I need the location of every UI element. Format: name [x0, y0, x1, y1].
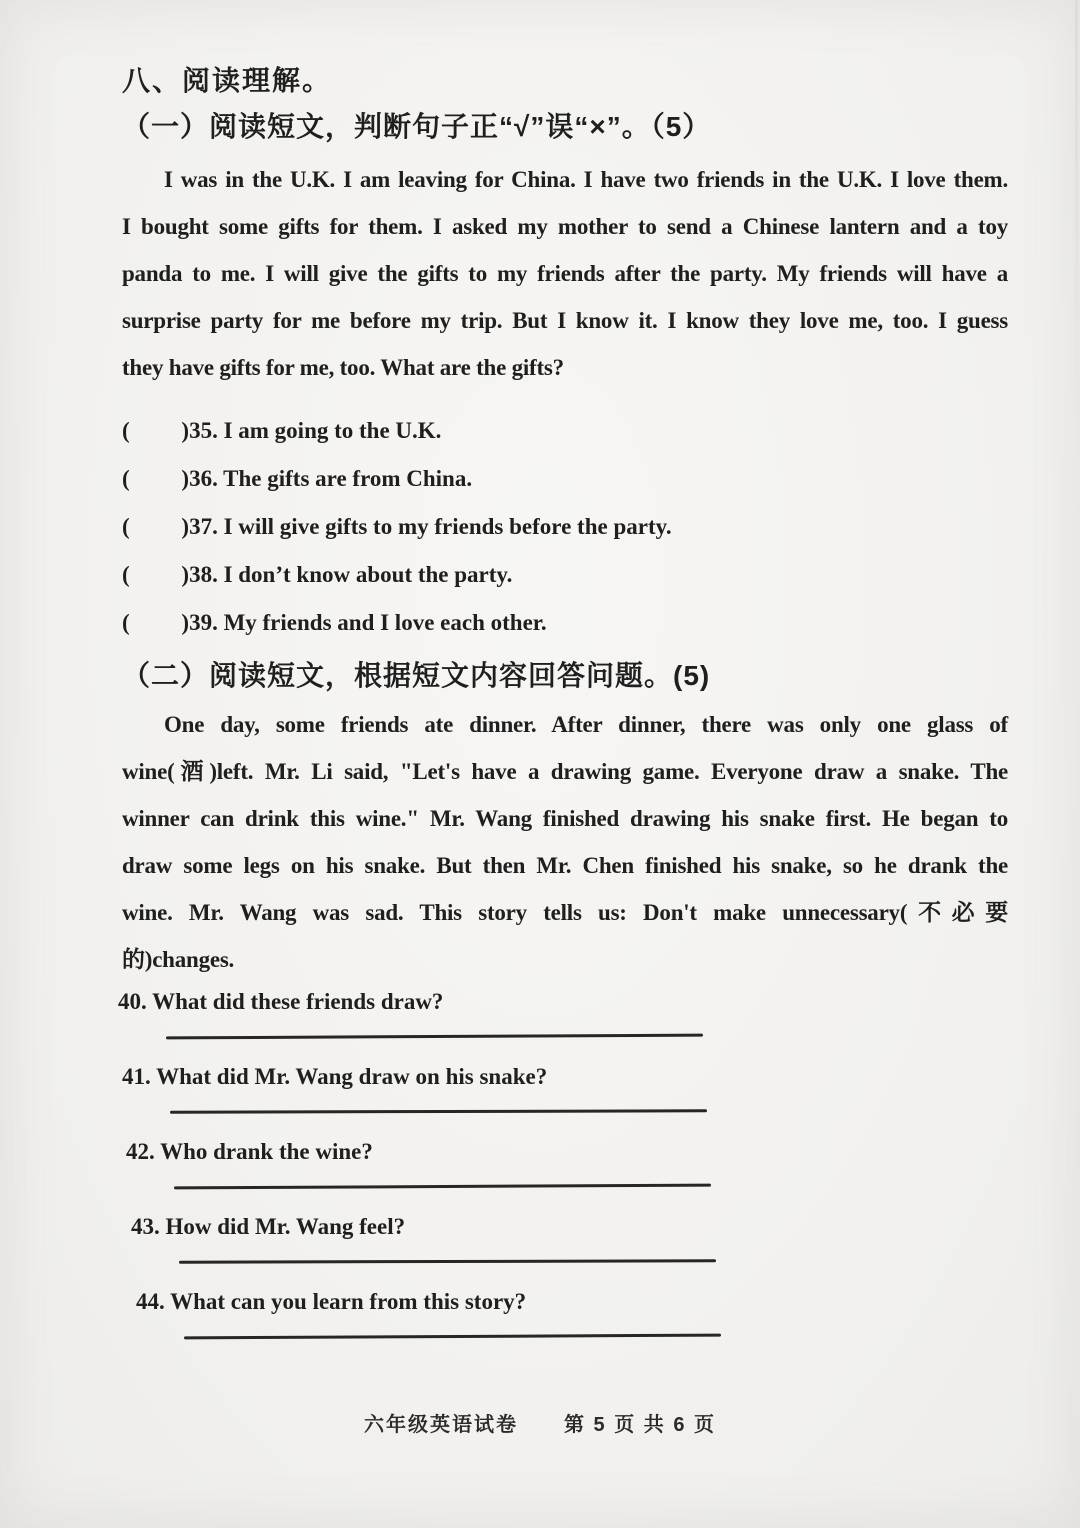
question-41-block: [122, 1060, 1008, 1113]
passage-1-line: I bought some gifts for them. I asked my mother to send a Chinese lantern and a toy: [122, 214, 1008, 239]
passage-1: [122, 156, 1008, 391]
passage-1-line: surprise party for me before my trip. But I know it. I know they love me, too. I guess: [122, 308, 1008, 333]
tf-question-39: ( )39. My friends and I love each other.: [122, 610, 547, 635]
page-number: 第 5 页 共 6 页: [563, 1414, 717, 1436]
question-44: 44. What can you learn from this story?: [136, 1289, 527, 1314]
passage-2-line: winner can drink this wine." Mr. Wang finished drawing his snake first. He began to: [122, 806, 1008, 831]
passage-2: [122, 701, 1008, 983]
passage-2-line: draw some legs on his snake. But then Mr. Chen finished his snake, so he drank the: [122, 853, 1008, 878]
question-42-block: [126, 1135, 1008, 1188]
doc-title: 六年级英语试卷: [363, 1414, 518, 1436]
open-questions: [118, 985, 1008, 1338]
passage-1-line: they have gifts for me, too. What are the gifts?: [122, 355, 564, 380]
question-42: 42. Who drank the wine?: [126, 1139, 373, 1164]
passage-1-line: I was in the U.K. I am leaving for China. I have two friends in the U.K. I love them.: [164, 167, 1008, 192]
passage-1-line: panda to me. I will give the gifts to my friends after the party. My friends will have a: [122, 261, 1008, 286]
answer-line: [166, 1034, 703, 1040]
section-title: 八、阅读理解。: [121, 64, 333, 97]
page-footer: [0, 1408, 1080, 1437]
question-44-block: [136, 1285, 1008, 1338]
answer-line: [179, 1259, 716, 1263]
question-40: 40. What did these friends draw?: [118, 989, 444, 1014]
passage-2-line: wine(酒)left. Mr. Li said, "Let's have a drawing game. Everyone draw a snake. The: [122, 759, 1008, 784]
tf-question-36: ( )36. The gifts are from China.: [122, 466, 473, 491]
answer-line: [170, 1109, 707, 1113]
true-false-questions: [122, 407, 1008, 647]
passage-2-line: One day, some friends ate dinner. After dinner, there was only one glass of: [164, 712, 1008, 737]
tf-question-38: ( )38. I don’t know about the party.: [122, 562, 513, 587]
part1-instruction: （一）阅读短文，判断句子正“√”误“×”。（5）: [122, 111, 712, 142]
tf-question-37: ( )37. I will give gifts to my friends before the party.: [122, 514, 672, 539]
part2-instruction: （二）阅读短文，根据短文内容回答问题。(5): [122, 660, 711, 691]
tf-question-35: ( )35. I am going to the U.K.: [122, 418, 442, 443]
question-43-block: [131, 1210, 1008, 1263]
question-41: 41. What did Mr. Wang draw on his snake?: [122, 1064, 548, 1089]
passage-2-line: 的)changes.: [122, 947, 235, 972]
passage-2-line: wine. Mr. Wang was sad. This story tells us: Don't make unnecessary(不必要: [122, 900, 1008, 925]
question-43: 43. How did Mr. Wang feel?: [131, 1214, 406, 1239]
question-40-block: [118, 985, 1008, 1038]
answer-line: [184, 1334, 721, 1340]
answer-line: [174, 1184, 711, 1190]
